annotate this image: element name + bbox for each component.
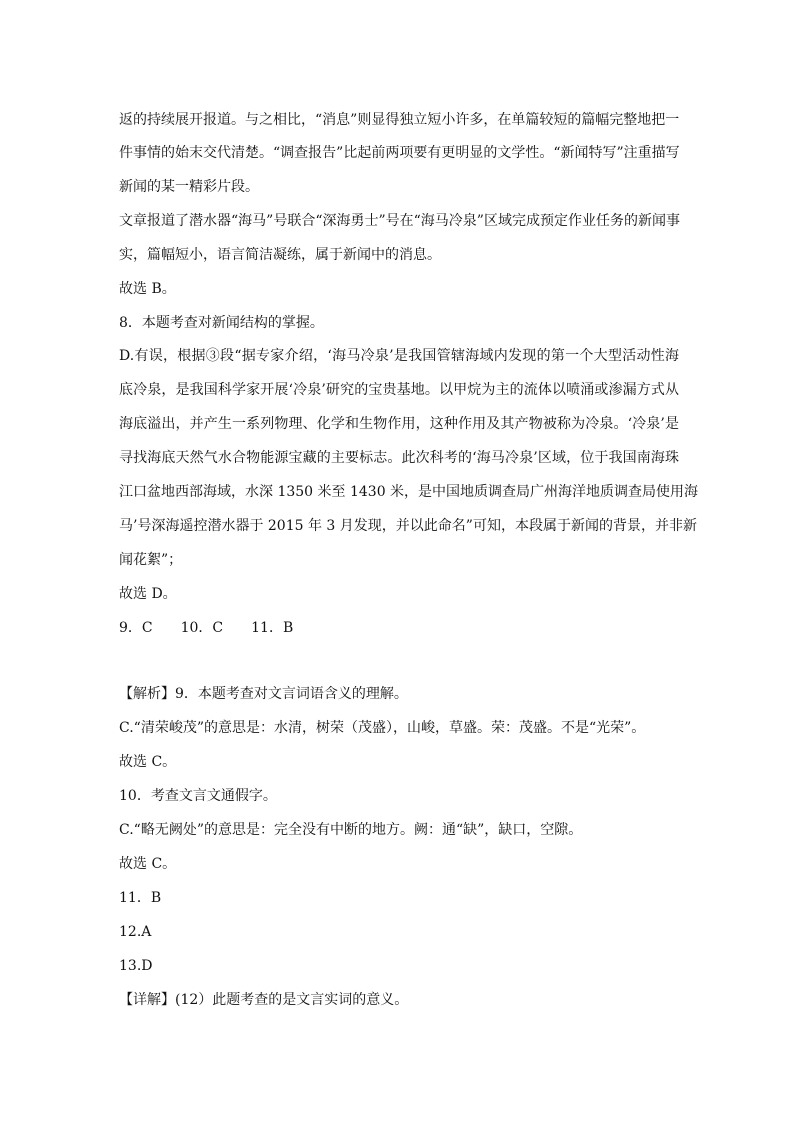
paragraph-line: 返的持续展开报道。与之相比，“消息”则显得独立短小许多，在单篇较短的篇幅完整地把一: [119, 112, 680, 128]
paragraph-line: 实，篇幅短小，语言简洁凝练，属于新闻中的消息。: [119, 247, 441, 263]
answer-line: 12.A: [119, 924, 152, 940]
answer-line: 11．B: [119, 890, 162, 906]
question-heading: 8．本题考查对新闻结构的掌握。: [119, 315, 324, 331]
paragraph-line: 文章报道了潜水器“海马”号联合“深海勇士”号在“海马冷泉”区域完成预定作业任务的新闻事: [119, 213, 680, 229]
paragraph-line: C.“略无阙处”的意思是：完全没有中断的地方。阙：通“缺”，缺口，空隙。: [119, 822, 583, 838]
paragraph-line: 寻找海底天然气水合物能源宝藏的主要标志。此次科考的‘海马冷泉’区域，位于我国南海珠: [119, 450, 679, 466]
paragraph-line: 闻花絮”；: [119, 552, 183, 568]
paragraph-line: 海底溢出，并产生一系列物理、化学和生物作用，这种作用及其产物被称为冷泉。‘冷泉’是: [119, 416, 679, 432]
paragraph-line: 新闻的某一精彩片段。: [119, 179, 259, 195]
paragraph-line: 江口盆地西部海域，水深 1350 米至 1430 米，是中国地质调查局广州海洋地质调查局使用海: [119, 484, 699, 500]
paragraph-line: 马’号深海遥控潜水器于 2015 年 3 月发现，并以此命名”可知，本段属于新闻的背景，并非新: [119, 518, 697, 534]
paragraph-line: 底冷泉，是我国科学家开展‘冷泉’研究的宝贵基地。以甲烷为主的流体以喷涌或渗漏方式从: [119, 382, 679, 398]
analysis-heading: 【解析】9．本题考查对文言词语含义的理解。: [119, 686, 408, 702]
answer-line: 故选 B。: [119, 281, 176, 297]
answer-line: 故选 C。: [119, 856, 177, 872]
paragraph-line: D.有误，根据③段“据专家介绍，‘海马冷泉’是我国管辖海域内发现的第一个大型活动性海: [119, 348, 679, 364]
paragraph-line: C.“清荣峻茂”的意思是：水清，树荣（茂盛），山峻，草盛。荣：茂盛。不是“光荣”。: [119, 720, 646, 736]
answer-line: 故选 D。: [119, 586, 177, 602]
answer-line: 故选 C。: [119, 754, 177, 770]
detail-heading: 【详解】(12）此题考查的是文言实词的意义。: [119, 992, 409, 1008]
answer-line: 13.D: [119, 958, 153, 974]
paragraph-line: 件事情的始末交代清楚。“调查报告”比起前两项要有更明显的文学性。“新闻特写”注重描写: [119, 145, 680, 161]
answer-summary: 9．C 10．C 11．B: [119, 620, 294, 636]
question-heading: 10．考查文言文通假字。: [119, 788, 277, 804]
